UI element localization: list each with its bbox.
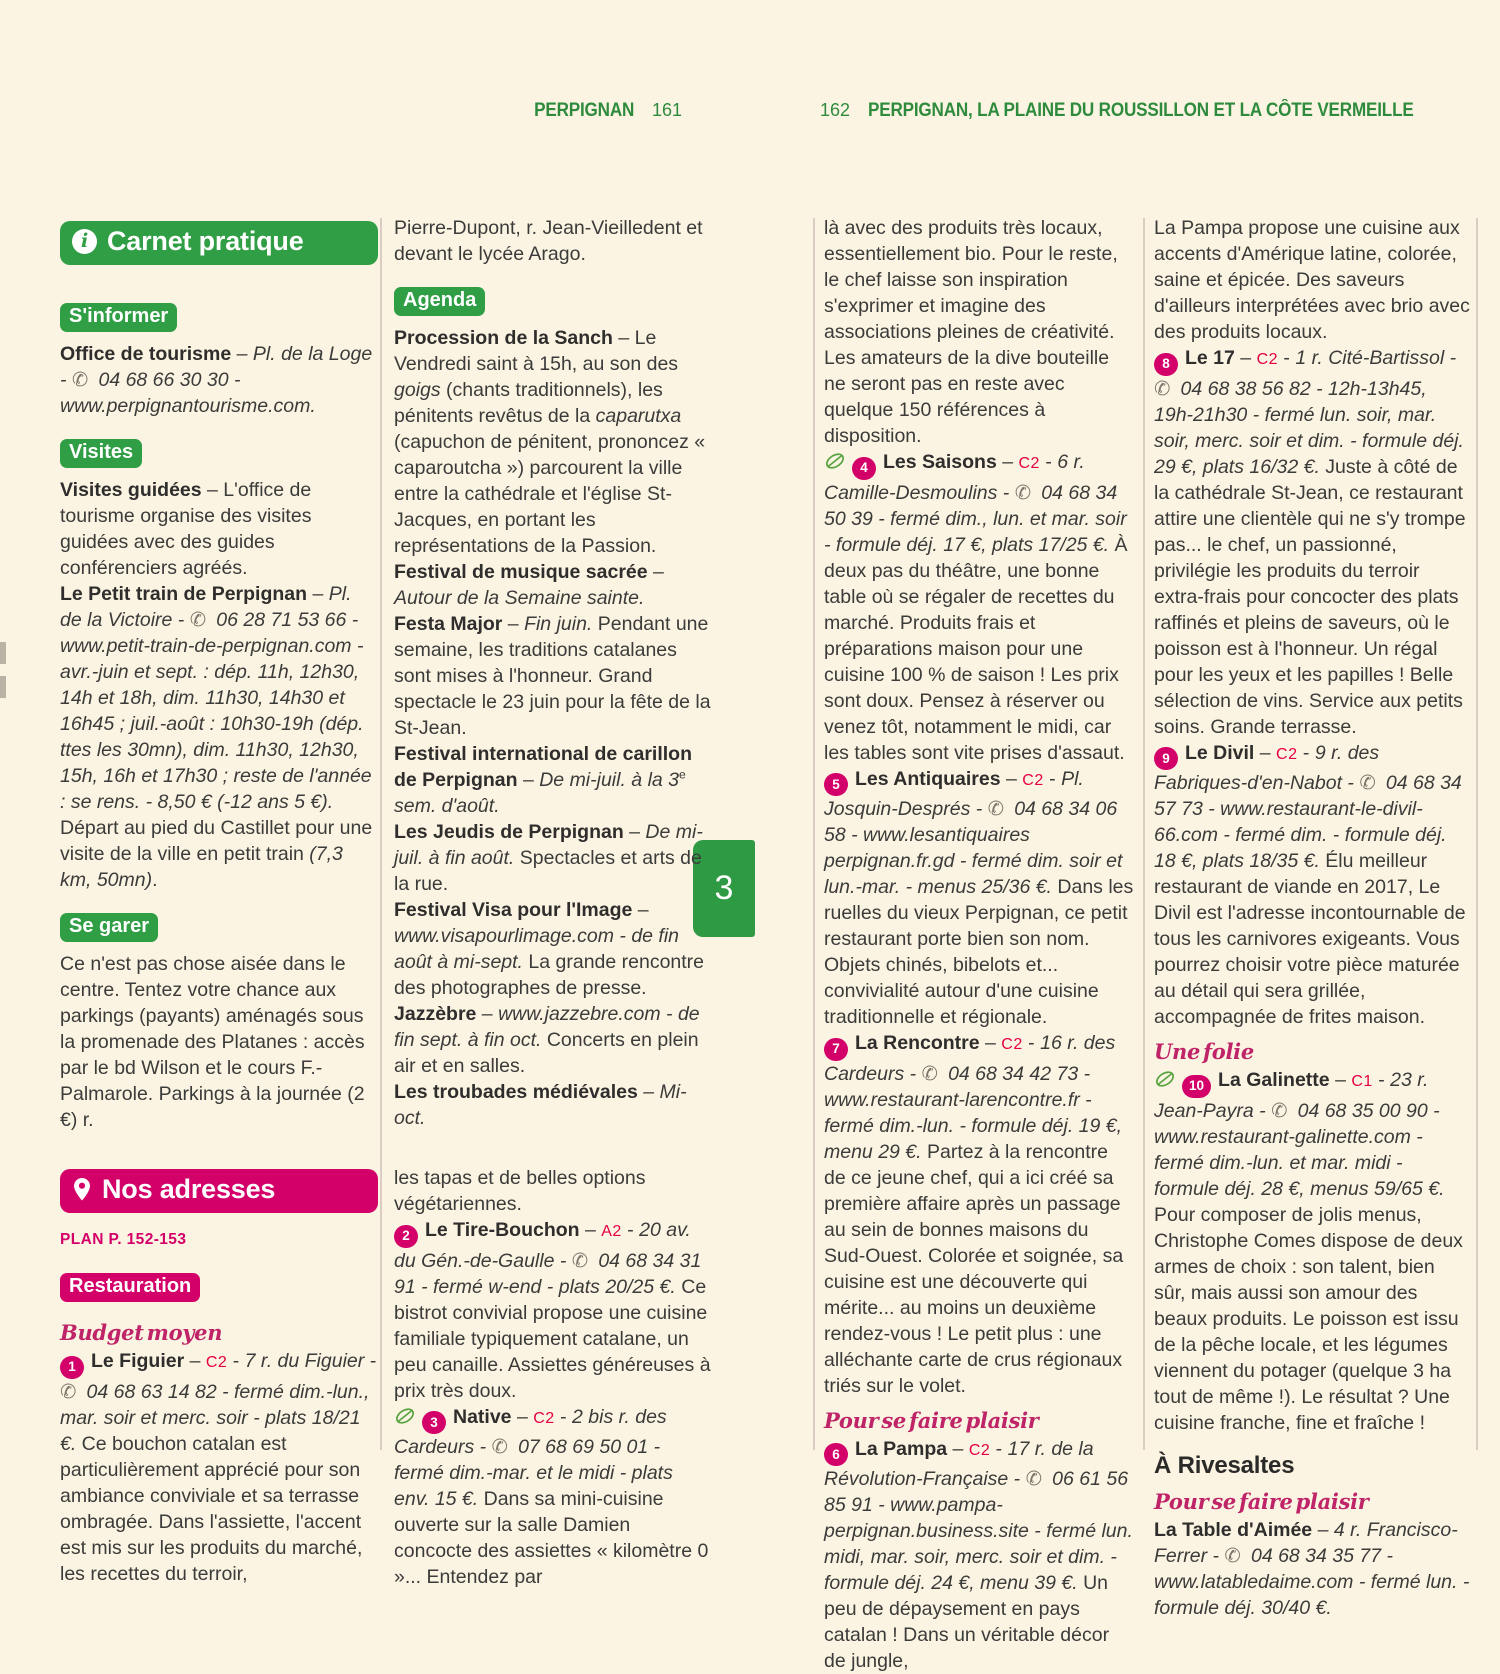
text-paragraph	[394, 215, 712, 267]
detail-text: goigs	[394, 379, 441, 401]
page-edge-mark	[0, 676, 6, 698]
detail-text: 07 68 69 50 01 - fermé dim.-mar. et le midi - plats env. 15 €.	[394, 1436, 673, 1510]
entry-number-badge: 6	[824, 1443, 848, 1466]
page-header-left	[0, 100, 682, 122]
text-paragraph	[394, 741, 712, 819]
organic-leaf-icon	[824, 450, 846, 472]
price-category-heading: Budget moyen	[60, 1320, 378, 1345]
body-text: -	[1298, 742, 1315, 764]
detail-text: 04 68 66 30 30 - www.perpignantourisme.com.	[60, 369, 316, 417]
entry-name: Procession de la Sanch	[394, 327, 613, 349]
detail-text: 06 28 71 53 66 - www.petit-train-de-perpignan.com - avr.-juin et sept. : dép. 11h, 12h30, 14h et 18h, dim. 11h30, 14h30 et 16h45 ; juil.-août : 10h30-19h (dép. ttes les 30mn), dim. 11h30, 12h30, 15h, 16h et 17h30 ; reste de l'année : se rens. - 8,50 € (-12 ans 5 €).	[60, 609, 372, 813]
body-text: À deux pas du théâtre, une bonne table où se régaler de recettes du marché. Produits frais et préparations maison pour une cuisine 100 % de saison ! Les prix sont doux. Pensez à réserver ou venez tôt, notamment le midi, car les tables sont vite prises d'assaut.	[824, 534, 1128, 764]
detail-text: 06 61 56 85 91 - www.pampa-perpignan.business.site - fermé lun. midi, mar. soir, merc. soir et dim. - formule déj. 24 €, menu 39 €.	[824, 1468, 1133, 1594]
detail-text: 04 68 34 35 77 - www.latabledaime.com - fermé lun. - formule déj. 30/40 €.	[1154, 1545, 1469, 1619]
entry-name: La Galinette	[1218, 1069, 1330, 1091]
body-text: –	[1330, 1069, 1352, 1091]
body-text: –	[997, 451, 1019, 473]
section-box-title: Nos adresses	[102, 1174, 275, 1205]
body-text: La grande rencontre des photographes de presse.	[394, 951, 704, 999]
entry-number-badge: 8	[1154, 353, 1178, 376]
entry-name: Festival de musique sacrée	[394, 561, 648, 583]
body-text: –	[638, 1081, 660, 1103]
entry-name: Les Antiquaires	[855, 768, 1001, 790]
body-text: –	[476, 1003, 498, 1025]
entry-number-badge: 4	[852, 457, 876, 480]
location-pin-icon	[72, 1177, 92, 1202]
body-text: Ce n'est pas chose aisée dans le centre. Tentez votre chance aux parkings (payants) aménagés sous la promenade des Platanes : accès par le bd Wilson et le cours F.-Palmarole. Parkings à la journée (2 €) r.	[60, 953, 365, 1131]
detail-text: 16 r. des Cardeurs -	[824, 1032, 1115, 1085]
body-text: –	[648, 561, 664, 583]
body-text: –	[518, 769, 540, 791]
body-text: -	[1040, 451, 1057, 473]
body-text: –	[632, 899, 648, 921]
detail-text: sem. d'août.	[394, 795, 500, 817]
entry-name: Native	[453, 1406, 512, 1428]
entry-name: Office de tourisme	[60, 343, 231, 365]
body-text: (chants traditionnels), les pénitents revêtus de la	[394, 379, 663, 427]
detail-text: 2 bis r. des Cardeurs -	[394, 1406, 667, 1459]
body-text: –	[1312, 1519, 1334, 1541]
entry-number-badge: 2	[394, 1225, 418, 1248]
phone-icon: ✆	[572, 1249, 595, 1272]
phone-icon: ✆	[988, 797, 1011, 820]
phone-icon: ✆	[1271, 1099, 1294, 1122]
detail-text: 04 68 34 57 73 - www.restaurant-le-divil-66.com - fermé dim. - formule déj. 18 €, plats 18/35 €.	[1154, 772, 1462, 872]
detail-text: 7 r. du Figuier -	[245, 1350, 377, 1372]
detail-text: 20 av. du Gén.-de-Gaulle -	[394, 1219, 691, 1272]
entry-paragraph	[824, 449, 1134, 766]
body-text: –	[307, 583, 329, 605]
entry-name: Le 17	[1185, 347, 1235, 369]
page-title-right: PERPIGNAN, LA PLAINE DU ROUSSILLON ET LA CÔTE VERMEILLE	[868, 100, 1414, 122]
detail-text: www.jazzebre.com - de fin sept. à fin oct.	[394, 1003, 700, 1051]
detail-text: 04 68 34 31 91 - fermé w-end - plats 20/25 €.	[394, 1250, 701, 1298]
map-grid-reference: C2	[1276, 746, 1297, 763]
phone-icon: ✆	[1359, 771, 1382, 794]
entry-paragraph	[1154, 1067, 1470, 1436]
page-title-left: PERPIGNAN	[534, 100, 634, 122]
entry-paragraph	[1154, 740, 1470, 1031]
chapter-tab-number: 3	[715, 869, 734, 908]
body-text: –	[231, 343, 253, 365]
text-paragraph	[394, 1001, 712, 1079]
section-label-visites: Visites	[60, 439, 142, 468]
entry-paragraph	[394, 1404, 712, 1591]
entry-name: Les troubades médiévales	[394, 1081, 638, 1103]
phone-icon: ✆	[72, 368, 95, 391]
body-text: -	[1278, 347, 1295, 369]
map-grid-reference: C2	[206, 1354, 227, 1371]
entry-number-badge: 3	[422, 1411, 446, 1434]
body-text: -	[227, 1350, 244, 1372]
entry-paragraph	[1154, 345, 1470, 740]
organic-leaf-icon	[394, 1405, 416, 1427]
map-grid-reference: C2	[1022, 772, 1043, 789]
text-paragraph	[394, 897, 712, 1001]
detail-text: 04 68 34 50 39 - fermé dim., lun. et mar. soir - formule déj. 17 €, plats 17/25 €.	[824, 482, 1127, 556]
map-grid-reference: C2	[533, 1410, 554, 1427]
map-grid-reference: C2	[969, 1442, 990, 1459]
text-paragraph	[824, 215, 1134, 449]
detail-text: 1 r. Cité-Bartissol -	[1295, 347, 1456, 369]
body-text: Dans sa mini-cuisine ouverte sur la salle Damien concocte des assiettes « kilomètre 0 »... Entendez par	[394, 1488, 708, 1588]
detail-text: 4 r. Francisco-Ferrer -	[1154, 1519, 1458, 1567]
text-paragraph	[60, 951, 378, 1133]
entry-number-badge: 5	[824, 773, 848, 796]
detail-text: 23 r. Jean-Payra -	[1154, 1069, 1428, 1122]
body-text: Ce bouchon catalan est particulièrement apprécié pour son ambiance conviviale et sa terrasse ombragée. Dans l'assiette, l'accent est mis sur les produits du marché, les recettes du terroir,	[60, 1433, 362, 1585]
entry-number-badge: 10	[1182, 1075, 1211, 1098]
entry-paragraph	[824, 766, 1134, 1031]
body-text: La Pampa propose une cuisine aux accents d'Amérique latine, colorée, saine et épicée. Des saveurs d'ailleurs interprétées avec brio avec des produits locaux.	[1154, 217, 1470, 343]
carnet-pratique-header	[60, 221, 378, 265]
price-category-heading: Une folie	[1154, 1039, 1470, 1064]
detail-text: Fin juin.	[524, 613, 592, 635]
detail-text: Pl. de la Loge -	[60, 343, 372, 391]
entry-name: Les Jeudis de Perpignan	[394, 821, 624, 843]
detail-text: 04 68 63 14 82 - fermé dim.-lun., mar. soir et merc. soir - plats 18/21 €.	[60, 1381, 369, 1455]
body-text: Spectacles et arts de la rue.	[394, 847, 702, 895]
body-text: Dans les ruelles du vieux Perpignan, ce petit restaurant porte bien son nom. Objets chinés, bibelots et... convivialité autour d'une cuisine traditionnelle et régionale.	[824, 876, 1133, 1028]
body-text: –	[580, 1219, 602, 1241]
column-2	[394, 215, 712, 1590]
column-divider	[813, 218, 815, 1450]
entry-name: Visites guidées	[60, 479, 202, 501]
price-category-heading: Pour se faire plaisir	[824, 1408, 1134, 1433]
body-text: Pendant une semaine, les traditions catalanes sont mises à l'honneur. Grand spectacle le 23 juin pour la fête de la St-Jean.	[394, 613, 711, 739]
body-text: -	[990, 1438, 1007, 1460]
column-divider	[1476, 218, 1478, 1450]
entry-name: Les Saisons	[883, 451, 997, 473]
map-grid-reference: C2	[1019, 455, 1040, 472]
spacer	[394, 1131, 712, 1165]
body-text: -	[555, 1406, 572, 1428]
detail-text: caparutxa	[596, 405, 682, 427]
body-text: –	[502, 613, 524, 635]
entry-name: Le Tire-Bouchon	[425, 1219, 580, 1241]
detail-text: Pl. Josquin-Després -	[824, 768, 1084, 821]
detail-text: Mi-oct.	[394, 1081, 687, 1129]
entry-paragraph	[824, 1436, 1134, 1674]
text-paragraph	[394, 1165, 712, 1217]
body-text: –	[512, 1406, 534, 1428]
body-text: –	[1001, 768, 1023, 790]
body-text: –	[624, 821, 646, 843]
entry-name: Jazzèbre	[394, 1003, 476, 1025]
page-edge-mark	[0, 642, 6, 664]
section-label-restauration: Restauration	[60, 1273, 200, 1302]
text-paragraph	[394, 611, 712, 741]
phone-icon: ✆	[492, 1435, 515, 1458]
section-box-title: Carnet pratique	[107, 226, 304, 257]
body-text: Un peu de dépaysement en pays catalan ! Dans un véritable décor de jungle,	[824, 1572, 1109, 1672]
body-text: Juste à côté de la cathédrale St-Jean, ce restaurant attire une clientèle qui ne s'y trompe pas... le chef, un passionné, privilégie les produits du terroir extra-frais pour concocter des plats raffinés et pleins de saveurs, où le poisson est à l'honneur. Un régal pour les yeux et les papilles ! Belle sélection de vins. Service aux petits soins. Grande terrasse.	[1154, 456, 1466, 738]
phone-icon: ✆	[922, 1062, 945, 1085]
section-label-se-garer: Se garer	[60, 913, 158, 942]
entry-name: Le Petit train de Perpignan	[60, 583, 307, 605]
map-grid-reference: C1	[1351, 1073, 1372, 1090]
text-paragraph	[394, 1079, 712, 1131]
body-text: Pour composer de jolis menus, Christophe Comes dispose de deux armes de choix : son talent, bien sûr, mais aussi son amour des beaux produits. Le poisson est issu de la pêche locale, et les légumes viennent du potager (quelque 3 ha tout de même !). Le résultat ? Une cuisine franche, fine et fraîche !	[1154, 1204, 1463, 1434]
entry-name: La Pampa	[855, 1438, 947, 1460]
phone-icon: ✆	[1154, 377, 1177, 400]
phone-icon: ✆	[60, 1380, 83, 1403]
phone-icon: ✆	[190, 608, 213, 631]
text-paragraph	[394, 559, 712, 611]
text-paragraph	[60, 477, 378, 581]
phone-icon: ✆	[1026, 1467, 1049, 1490]
entry-name: Festival international de carillon de Perpignan	[394, 743, 692, 791]
detail-text: 9 r. des Fabriques-d'en-Nabot -	[1154, 742, 1379, 795]
map-grid-reference: C2	[1257, 351, 1278, 368]
column-4	[1154, 215, 1470, 1621]
spacer	[60, 1133, 378, 1163]
superscript: e	[679, 768, 686, 782]
entry-name: Le Divil	[1185, 742, 1254, 764]
entry-name: La Rencontre	[855, 1032, 980, 1054]
body-text: Concerts en plein air et en salles.	[394, 1029, 699, 1077]
phone-icon: ✆	[1015, 481, 1038, 504]
organic-leaf-icon	[1154, 1068, 1176, 1090]
section-label-s-informer: S'informer	[60, 303, 177, 332]
text-paragraph	[394, 819, 712, 897]
detail-text: www.visapourlimage.com - de fin août à mi-sept.	[394, 925, 679, 973]
text-paragraph	[60, 341, 378, 419]
entry-name: Le Figuier	[91, 1350, 184, 1372]
text-paragraph	[394, 325, 712, 559]
body-text: -	[622, 1219, 639, 1241]
entry-paragraph	[60, 1348, 378, 1587]
entry-paragraph	[394, 1217, 712, 1404]
detail-text: 04 68 34 06 58 - www.lesantiquaires perpignan.fr.gd - fermé dim. soir et lun.-mar. - menus 25/36 €.	[824, 798, 1122, 898]
locality-subheading: À Rivesaltes	[1154, 1452, 1470, 1480]
entry-number-badge: 9	[1154, 747, 1178, 770]
body-text: –	[1235, 347, 1257, 369]
body-text: – L'office de tourisme organise des visites guidées avec des guides conférenciers agréés.	[60, 479, 311, 579]
detail-text: 04 68 38 56 82 - 12h-13h45, 19h-21h30 - fermé lun. soir, mar. soir, merc. soir et dim. - formule déj. 29 €, plats 16/32 €.	[1154, 378, 1464, 478]
entry-paragraph	[824, 1030, 1134, 1399]
entry-number-badge: 1	[60, 1356, 84, 1379]
entry-name: Festa Major	[394, 613, 502, 635]
body-text: Partez à la rencontre de ce jeune chef, qui a ici créé sa première affaire après un passage au sein de bonnes maisons du Sud-Ouest. Colorée et soignée, sa cuisine est une découverte qui mérite... au moins un deuxième rendez-vous ! Le petit plus : une alléchante carte de crus régionaux triés sur le volet.	[824, 1141, 1123, 1397]
body-text: Pierre-Dupont, r. Jean-Vieilledent et devant le lycée Arago.	[394, 217, 703, 265]
detail-text: Autour de la Semaine sainte.	[394, 587, 644, 609]
entry-number-badge: 7	[824, 1038, 848, 1061]
text-paragraph	[1154, 1517, 1470, 1621]
column-1	[60, 215, 378, 1587]
body-text: là avec des produits très locaux, essentiellement bio. Pour le reste, le chef laisse son inspiration s'exprimer et imagine des associations pleines de créativité. Les amateurs de la dive bouteille ne seront pas en reste avec quelque 150 références à disposition.	[824, 217, 1118, 447]
column-3	[824, 215, 1134, 1674]
info-icon: i	[72, 229, 97, 254]
map-grid-reference: A2	[601, 1223, 622, 1240]
page-number-left: 161	[652, 100, 682, 121]
detail-text: (7,3 km, 50mn)	[60, 843, 343, 891]
detail-text: De mi-juil. à fin août.	[394, 821, 703, 869]
body-text: Ce bistrot convivial propose une cuisine familiale typiquement catalane, un peu canaille. Assiettes généreuses à prix très doux.	[394, 1276, 711, 1402]
text-paragraph	[60, 581, 378, 893]
phone-icon: ✆	[1224, 1544, 1247, 1567]
detail-text: 6 r. Camille-Desmoulins -	[824, 451, 1085, 504]
body-text: -	[1373, 1069, 1390, 1091]
plan-page-reference: PLAN P. 152-153	[60, 1231, 378, 1249]
body-text: – Le Vendredi saint à 15h, au son des	[394, 327, 678, 375]
body-text: -	[1044, 768, 1061, 790]
body-text: –	[1254, 742, 1276, 764]
text-paragraph	[1154, 215, 1470, 345]
detail-text: 17 r. de la Révolution-Française -	[824, 1438, 1094, 1491]
body-text: –	[184, 1350, 206, 1372]
body-text: –	[947, 1438, 969, 1460]
column-divider	[380, 218, 382, 1450]
body-text: Élu meilleur restaurant de viande en 2017, Le Divil est l'adresse incontournable de tous les carnivores exigeants. Vous pourrez choisir votre pièce maturée au détail qui sera grillée, accompagnée de frites maison.	[1154, 850, 1466, 1028]
body-text: -	[1023, 1032, 1040, 1054]
map-grid-reference: C2	[1001, 1036, 1022, 1053]
price-category-heading: Pour se faire plaisir	[1154, 1489, 1470, 1514]
body-text: Départ au pied du Castillet pour une visite de la ville en petit train	[60, 817, 372, 865]
body-text: –	[980, 1032, 1002, 1054]
nos-adresses-header	[60, 1169, 378, 1213]
body-text: (capuchon de pénitent, prononcez « caparoutcha ») parcourent la ville entre la cathédrale et l'église St-Jacques, en portant les représentations de la Passion.	[394, 431, 705, 557]
section-label-agenda: Agenda	[394, 287, 485, 316]
detail-text: 04 68 35 00 90 - www.restaurant-galinette.com - fermé dim.-lun. et mar. midi - formule déj. 28 €, menus 59/65 €.	[1154, 1100, 1445, 1200]
entry-name: La Table d'Aimée	[1154, 1519, 1312, 1541]
entry-name: Festival Visa pour l'Image	[394, 899, 632, 921]
detail-text: 04 68 34 42 73 - www.restaurant-larencontre.fr - fermé dim.-lun. - formule déj. 19 €, menu 29 €.	[824, 1063, 1122, 1163]
page-number-right: 162	[820, 100, 850, 121]
column-divider	[1143, 218, 1145, 1450]
body-text: .	[152, 869, 157, 891]
body-text: les tapas et de belles options végétariennes.	[394, 1167, 646, 1215]
detail-text: Pl. de la Victoire -	[60, 583, 352, 631]
page-header-right	[820, 100, 1474, 122]
detail-text: De mi-juil. à la 3	[539, 769, 679, 791]
